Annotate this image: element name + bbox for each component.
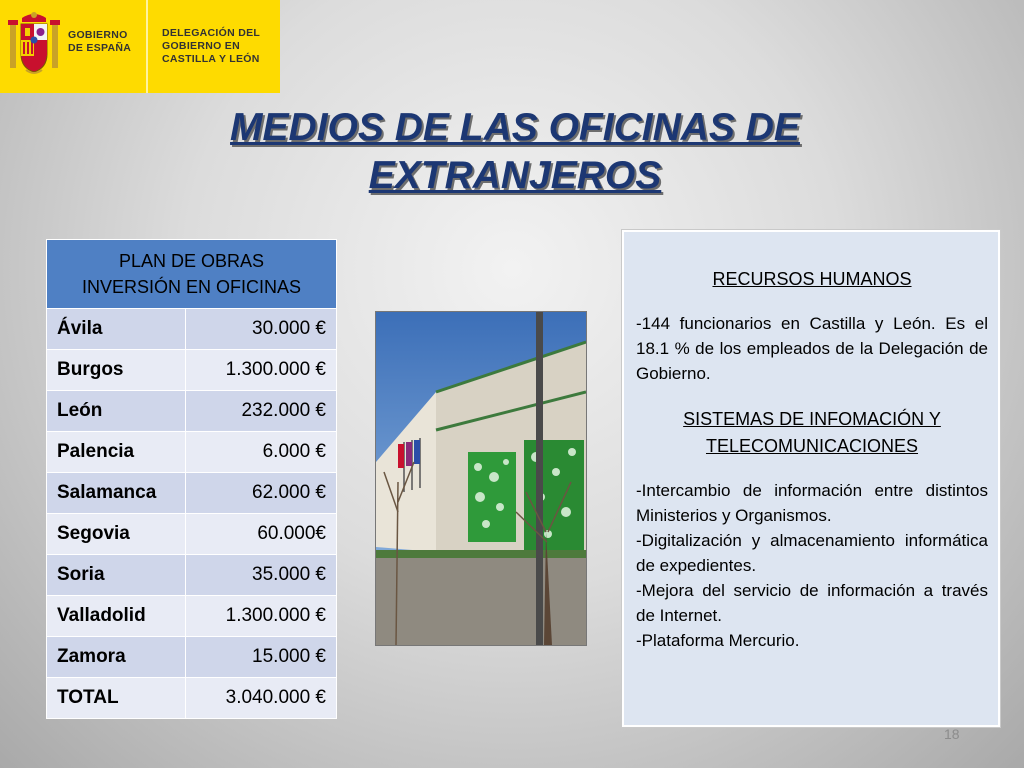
city-cell: Segovia	[47, 514, 186, 555]
table-row	[47, 637, 337, 678]
investment-table	[46, 239, 337, 719]
table-row	[47, 309, 337, 350]
table-row	[47, 350, 337, 391]
table-row	[47, 555, 337, 596]
amount-cell: 1.300.000 €	[186, 596, 337, 637]
amount-cell: 30.000 €	[186, 309, 337, 350]
amount-cell: 35.000 €	[186, 555, 337, 596]
list-item: -Plataforma Mercurio.	[636, 631, 800, 650]
amount-cell: 60.000€	[186, 514, 337, 555]
logo-divider	[146, 0, 148, 93]
gobierno-espana-label: GOBIERNO DE ESPAÑA	[68, 29, 132, 54]
table-row	[47, 432, 337, 473]
investment-table-wrapper	[46, 239, 337, 719]
table-row	[47, 514, 337, 555]
amount-cell: 15.000 €	[186, 637, 337, 678]
recursos-humanos-text: -144 funcionarios en Castilla y León. Es el 18.1 % de los empleados de la Delegación de Gobierno.	[636, 314, 988, 383]
building-illustration	[376, 312, 586, 645]
header-logo-block	[0, 0, 280, 93]
amount-cell: 6.000 €	[186, 432, 337, 473]
sistemas-heading: SISTEMAS DE INFOMACIÓN Y TELECOMUNICACIONES	[683, 409, 941, 456]
coat-of-arms-icon	[6, 10, 62, 80]
recursos-humanos-heading: RECURSOS HUMANOS	[712, 269, 912, 289]
table-total-row	[47, 678, 337, 719]
sistemas-list	[636, 478, 988, 653]
city-cell: Ávila	[47, 309, 186, 350]
city-cell: Burgos	[47, 350, 186, 391]
delegacion-label: DELEGACIÓN DEL GOBIERNO EN CASTILLA Y LEÓN	[162, 27, 261, 65]
page-number: 18	[944, 726, 960, 742]
info-panel	[622, 230, 1000, 727]
list-item: -Mejora del servicio de información a través de Internet.	[636, 581, 988, 625]
table-row	[47, 596, 337, 637]
city-cell: Valladolid	[47, 596, 186, 637]
total-label-cell: TOTAL	[47, 678, 186, 719]
table-row	[47, 473, 337, 514]
list-item: -Digitalización y almacenamiento informática de expedientes.	[636, 531, 988, 575]
slide-title: MEDIOS DE LAS OFICINAS DE EXTRANJEROS	[230, 106, 800, 197]
city-cell: Zamora	[47, 637, 186, 678]
amount-cell: 232.000 €	[186, 391, 337, 432]
city-cell: Soria	[47, 555, 186, 596]
office-building-photo	[375, 311, 587, 646]
amount-cell: 62.000 €	[186, 473, 337, 514]
table-row	[47, 391, 337, 432]
city-cell: León	[47, 391, 186, 432]
total-amount-cell: 3.040.000 €	[186, 678, 337, 719]
table-header-row	[47, 240, 337, 309]
city-cell: Palencia	[47, 432, 186, 473]
table-header: PLAN DE OBRAS INVERSIÓN EN OFICINAS	[47, 240, 337, 309]
city-cell: Salamanca	[47, 473, 186, 514]
list-item: -Intercambio de información entre distintos Ministerios y Organismos.	[636, 481, 988, 525]
amount-cell: 1.300.000 €	[186, 350, 337, 391]
